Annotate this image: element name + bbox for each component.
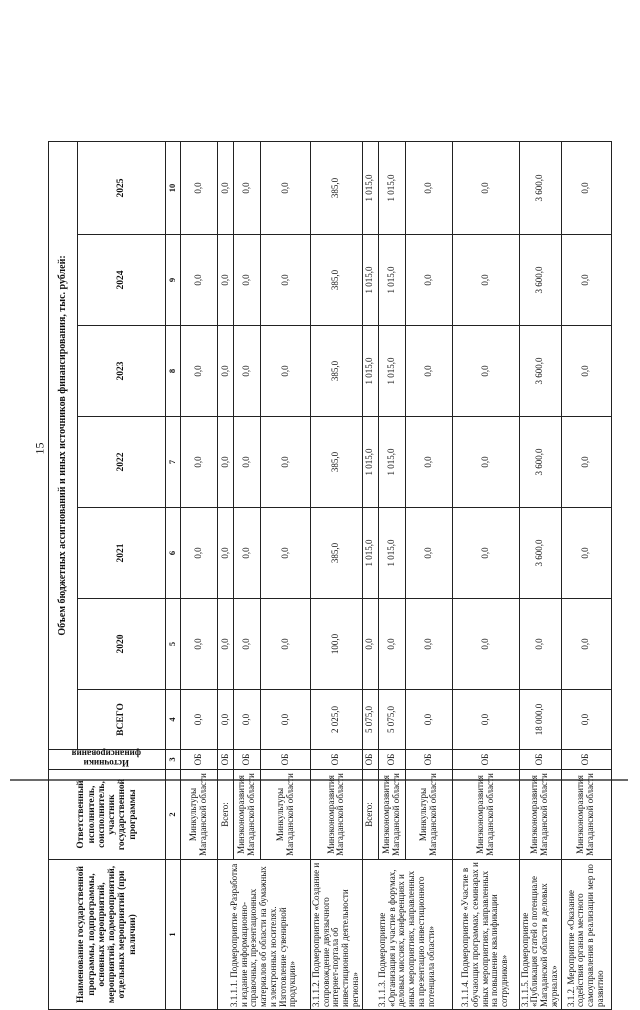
column-number: 5 — [166, 599, 181, 690]
row-value: 0,0 — [218, 508, 234, 599]
row-value: 0,0 — [261, 141, 311, 234]
row-value: 0,0 — [362, 599, 378, 690]
row-value: 5 075,0 — [378, 690, 405, 750]
row-value: 0,0 — [234, 599, 261, 690]
header-year: 2023 — [78, 326, 166, 417]
row-value: 0,0 — [218, 599, 234, 690]
header-volume: Объем бюджетных ассигнований и иных источников финансирования, тыс. рублей: — [49, 141, 78, 749]
column-number: 9 — [166, 235, 181, 326]
row-value: 385,0 — [311, 235, 363, 326]
table-body — [181, 141, 612, 1009]
row-value: 0,0 — [405, 690, 452, 750]
column-number: 6 — [166, 508, 181, 599]
row-executor: Минкультуры Магаданской области — [181, 770, 218, 860]
row-executor: Минэкономразвития Магаданской области — [378, 770, 405, 860]
row-value: 385,0 — [311, 508, 363, 599]
row-value: 0,0 — [218, 326, 234, 417]
row-value: 0,0 — [452, 599, 519, 690]
row-source: ОБ — [218, 750, 234, 770]
table-row — [181, 141, 218, 1009]
row-name: 3.1.1.3. Подмероприятие «Организация и участие в форумах, деловых миссиях, конференциях и иных мероприятиях, направленных на презентацию инвестиционного потенциала области» — [362, 860, 452, 1010]
row-source: ОБ — [234, 750, 261, 770]
row-value: 0,0 — [234, 690, 261, 750]
row-value: 0,0 — [181, 690, 218, 750]
row-value: 0,0 — [452, 508, 519, 599]
table-row — [311, 141, 363, 1009]
row-value: 0,0 — [234, 326, 261, 417]
row-value: 0,0 — [234, 417, 261, 508]
row-executor: Всего: — [362, 770, 378, 860]
header-year: 2024 — [78, 235, 166, 326]
row-value: 385,0 — [311, 417, 363, 508]
rotated-table-container — [48, 141, 612, 1010]
row-name: 3.1.2. Мероприятие «Оказание содействия органам местного самоуправления в реализации мер по развитию — [561, 860, 611, 1010]
row-value: 0,0 — [561, 690, 611, 750]
row-value: 0,0 — [405, 508, 452, 599]
row-value: 0,0 — [405, 235, 452, 326]
row-value: 0,0 — [234, 235, 261, 326]
row-value: 3 600,0 — [519, 417, 561, 508]
row-value: 1 015,0 — [378, 326, 405, 417]
row-name: 3.1.1.4. Подмероприятие «Участие в обучающих программах, семинарах и иных мероприятиях, направленных на повышение квалификации сотрудников» — [452, 860, 519, 1010]
header-row-top — [49, 141, 78, 1009]
row-source: ОБ — [519, 750, 561, 770]
column-number: 8 — [166, 326, 181, 417]
row-source: ОБ — [378, 750, 405, 770]
table-row — [519, 141, 561, 1009]
row-value: 3 600,0 — [519, 235, 561, 326]
column-number: 1 — [166, 860, 181, 1010]
header-year: 2020 — [78, 599, 166, 690]
row-value: 3 600,0 — [519, 508, 561, 599]
row-value: 0,0 — [561, 417, 611, 508]
row-value: 0,0 — [181, 508, 218, 599]
row-value: 0,0 — [261, 690, 311, 750]
row-name — [181, 860, 218, 1010]
row-name: 3.1.1.2. Подмероприятие «Создание и сопровождение двуязычного интернет-портала об инвестиционной деятельности региона» — [311, 860, 363, 1010]
row-value: 0,0 — [561, 326, 611, 417]
header-source-text: Источники финансирования — [70, 748, 141, 768]
column-number: 4 — [166, 690, 181, 750]
table-row — [218, 141, 234, 1009]
row-value: 0,0 — [452, 417, 519, 508]
row-executor: Минэкономразвития Магаданской области — [519, 770, 561, 860]
row-value: 18 000,0 — [519, 690, 561, 750]
row-value: 385,0 — [311, 326, 363, 417]
row-value: 0,0 — [218, 235, 234, 326]
page-number: 15 — [32, 442, 47, 455]
row-value: 0,0 — [405, 326, 452, 417]
header-year: 2022 — [78, 417, 166, 508]
row-executor: Всего: — [218, 770, 234, 860]
row-value: 385,0 — [311, 141, 363, 234]
column-number: 7 — [166, 417, 181, 508]
row-executor: Минэкономразвития Магаданской области — [311, 770, 363, 860]
header-name: Наименование государственной программы, подпрограммы, основных мероприятий, мероприятий, подмероприятий, отдельных мероприятий (при наличии) — [49, 860, 166, 1010]
table-row — [362, 141, 378, 1009]
row-value: 0,0 — [519, 599, 561, 690]
row-value: 0,0 — [181, 326, 218, 417]
row-value: 0,0 — [234, 141, 261, 234]
row-value: 0,0 — [261, 599, 311, 690]
row-value: 0,0 — [261, 417, 311, 508]
row-value: 1 015,0 — [378, 417, 405, 508]
header-year: 2021 — [78, 508, 166, 599]
row-value: 0,0 — [261, 326, 311, 417]
row-value: 1 015,0 — [362, 326, 378, 417]
header-year: 2025 — [78, 141, 166, 234]
row-value: 0,0 — [405, 141, 452, 234]
header-total: ВСЕГО — [78, 690, 166, 750]
row-value: 0,0 — [452, 235, 519, 326]
row-value: 100,0 — [311, 599, 363, 690]
row-value: 1 015,0 — [362, 417, 378, 508]
row-value: 1 015,0 — [378, 235, 405, 326]
row-value: 0,0 — [261, 235, 311, 326]
column-number: 3 — [166, 750, 181, 770]
row-executor: Минкультуры Магаданской области — [261, 770, 311, 860]
row-executor: Минэкономразвития Магаданской области — [452, 770, 519, 860]
row-value: 0,0 — [234, 508, 261, 599]
row-value: 0,0 — [218, 690, 234, 750]
row-value: 0,0 — [181, 417, 218, 508]
header-source — [49, 750, 166, 770]
column-number: 10 — [166, 141, 181, 234]
row-value: 0,0 — [452, 690, 519, 750]
row-value: 0,0 — [405, 417, 452, 508]
row-source: ОБ — [561, 750, 611, 770]
row-value: 0,0 — [181, 599, 218, 690]
row-value: 0,0 — [181, 141, 218, 234]
table-row — [452, 141, 519, 1009]
row-value: 0,0 — [561, 141, 611, 234]
row-value: 0,0 — [218, 417, 234, 508]
row-value: 0,0 — [561, 508, 611, 599]
row-value: 1 015,0 — [378, 141, 405, 234]
row-value: 2 025,0 — [311, 690, 363, 750]
row-value: 3 600,0 — [519, 141, 561, 234]
row-value: 0,0 — [261, 508, 311, 599]
row-name: 3.1.1.1. Подмероприятие «Разработка и издание информационно-справочных, презентационных материалов об области на бумажных и электронных носителях. Изготовление сувенирной продукции» — [218, 860, 311, 1010]
financing-table — [48, 141, 612, 1010]
row-executor: Минэкономразвития Магаданской области — [234, 770, 261, 860]
row-value: 0,0 — [452, 326, 519, 417]
row-source: ОБ — [311, 750, 363, 770]
row-value: 0,0 — [181, 235, 218, 326]
row-value: 1 015,0 — [362, 235, 378, 326]
header-executor: Ответственный исполнитель, соисполнитель, участник государственной программы — [49, 770, 166, 860]
row-value: 5 075,0 — [362, 690, 378, 750]
row-executor: Минкультуры Магаданской области — [405, 770, 452, 860]
row-value: 0,0 — [561, 235, 611, 326]
row-value: 0,0 — [452, 141, 519, 234]
row-source: ОБ — [405, 750, 452, 770]
row-value: 0,0 — [218, 141, 234, 234]
row-source: ОБ — [181, 750, 218, 770]
column-number-row — [166, 141, 181, 1009]
table-row — [561, 141, 611, 1009]
row-source: ОБ — [452, 750, 519, 770]
row-name: 3.1.1.5. Подмероприятие «Публикация статей о потенциале Магаданской области в деловых журналах» — [519, 860, 561, 1010]
row-value: 1 015,0 — [362, 141, 378, 234]
row-executor: Минэкономразвития Магаданской области — [561, 770, 611, 860]
row-value: 0,0 — [405, 599, 452, 690]
row-value: 0,0 — [378, 599, 405, 690]
column-number: 2 — [166, 770, 181, 860]
row-value: 0,0 — [561, 599, 611, 690]
row-value: 3 600,0 — [519, 326, 561, 417]
row-source: ОБ — [362, 750, 378, 770]
row-value: 1 015,0 — [378, 508, 405, 599]
row-value: 1 015,0 — [362, 508, 378, 599]
row-source: ОБ — [261, 750, 311, 770]
